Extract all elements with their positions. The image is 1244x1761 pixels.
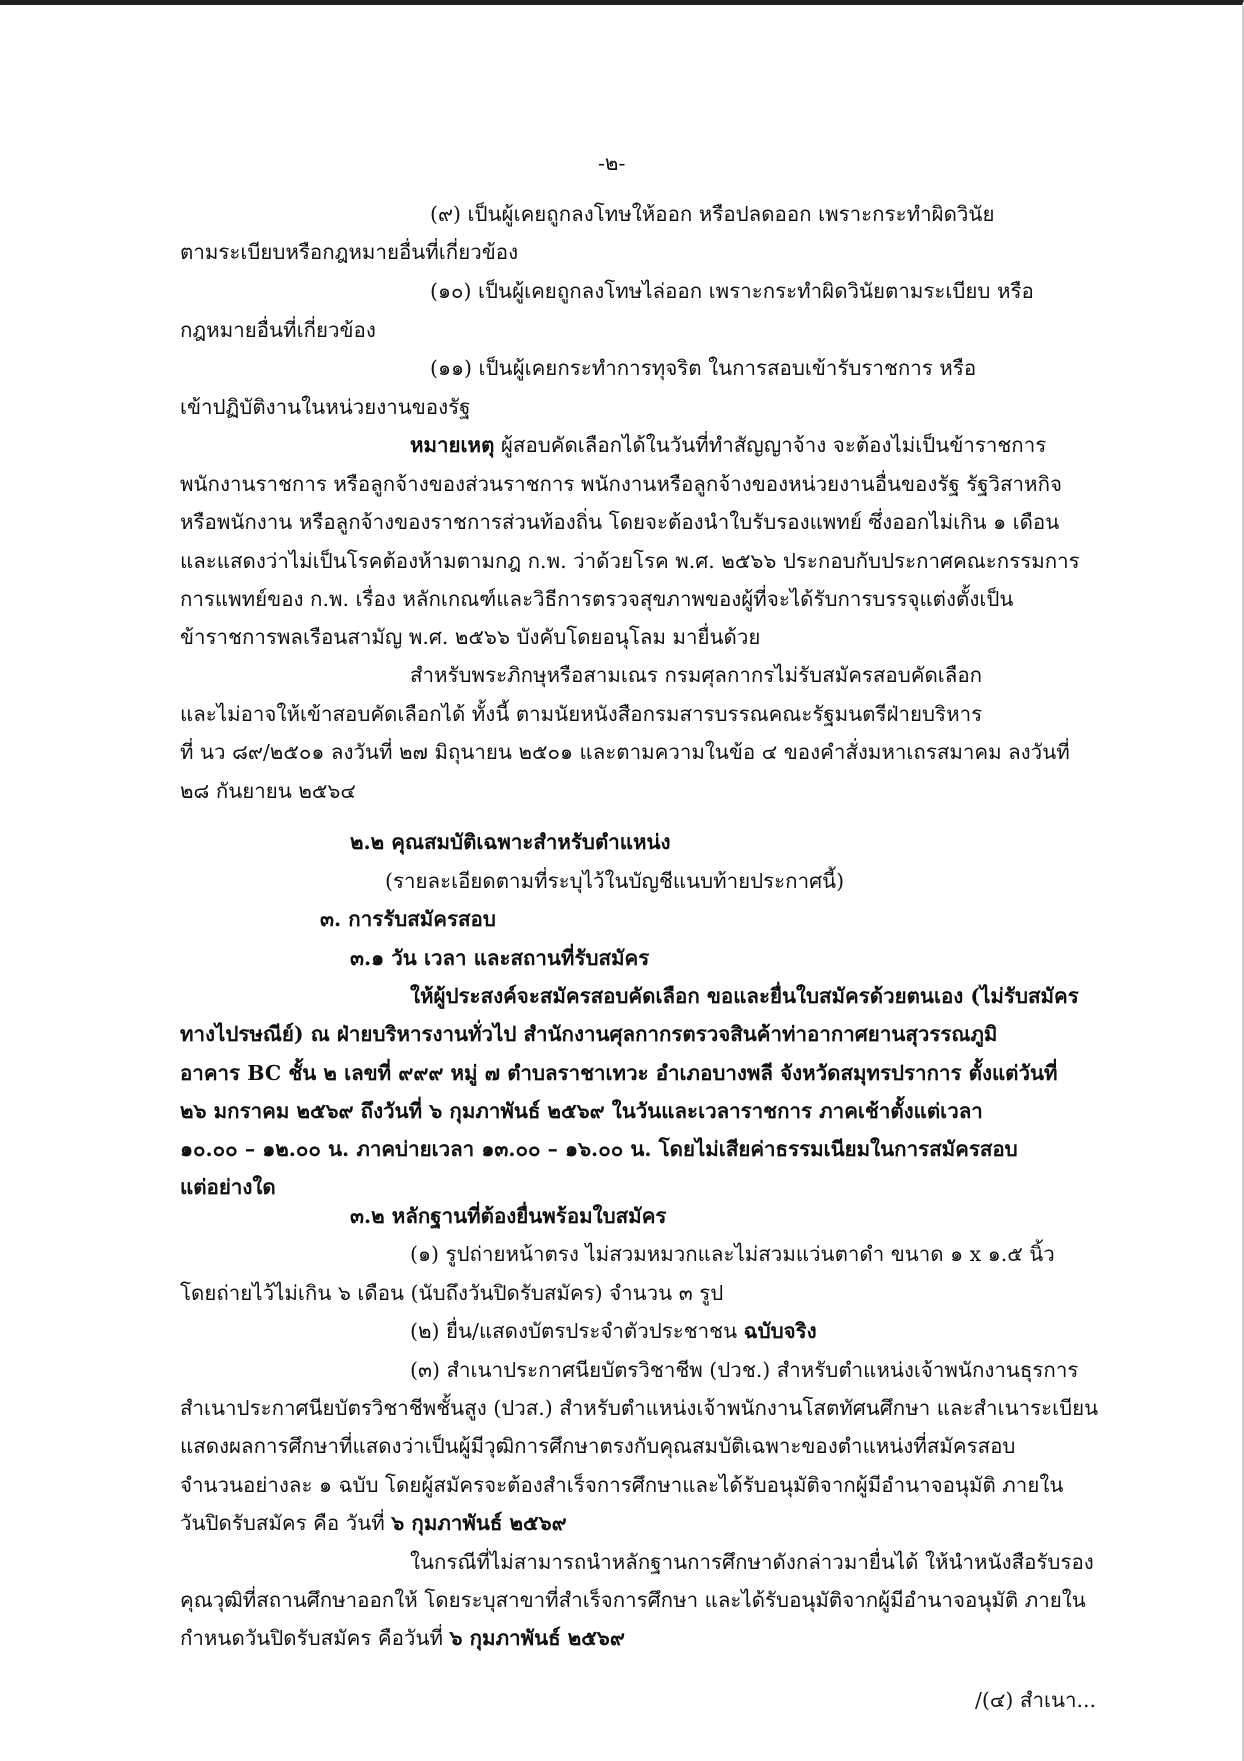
text-line: (๑) รูปถ่ายหน้าตรง ไม่สวมหมวกและไม่สวมแว่นตาดำ ขนาด ๑ x ๑.๕ นิ้ว	[410, 1242, 1055, 1266]
text-line: พนักงานราชการ หรือลูกจ้างของส่วนราชการ พนักงานหรือลูกจ้างของหน่วยงานอื่นของรัฐ รัฐวิสาหกิจ	[180, 472, 1062, 496]
section-heading-3: ๓. การรับสมัครสอบ	[320, 907, 496, 931]
text-line: การแพทย์ของ ก.พ. เรื่อง หลักเกณฑ์และวิธีการตรวจสุขภาพของผู้ที่จะได้รับการบรรจุแต่งตั้งเป็น	[180, 587, 1014, 611]
deadline-line-2	[180, 1628, 625, 1649]
deadline-date-2: ๖ กุมภาพันธ์ ๒๕๖๙	[449, 1626, 625, 1650]
text-line: (รายละเอียดตามที่ระบุไว้ในบัญชีแนบท้ายประกาศนี้)	[385, 869, 845, 893]
text-line: ๒๘ กันยายน ๒๕๖๔	[180, 779, 356, 803]
text-line: แต่อย่างใด	[180, 1175, 276, 1199]
id-card-text: (๒) ยื่น/แสดงบัตรประจำตัวประชาชน	[410, 1319, 738, 1343]
text-line: (๑๐) เป็นผู้เคยถูกลงโทษไล่ออก เพราะกระทำผิดวินัยตามระเบียบ หรือ	[430, 279, 1034, 303]
note-line	[410, 435, 1046, 456]
original-copy-label: ฉบับจริง	[743, 1319, 817, 1343]
text-line: ที่ นว ๘๙/๒๕๐๑ ลงวันที่ ๒๗ มิถุนายน ๒๕๐๑ และตามความในข้อ ๔ ของคำสั่งมหาเถรสมาคม ลงวันที่	[180, 740, 1070, 764]
text-line: ให้ผู้ประสงค์จะสมัครสอบคัดเลือก ขอและยื่นใบสมัครด้วยตนเอง (ไม่รับสมัคร	[410, 984, 1079, 1008]
deadline-date: ๖ กุมภาพันธ์ ๒๕๖๙	[391, 1511, 567, 1535]
text-line: ๑๐.๐๐ – ๑๒.๐๐ น. ภาคบ่ายเวลา ๑๓.๐๐ – ๑๖.๐๐ น. โดยไม่เสียค่าธรรมเนียมในการสมัครสอบ	[180, 1137, 1018, 1161]
deadline-line	[180, 1513, 567, 1534]
text-line: คุณวุฒิที่สถานศึกษาออกให้ โดยระบุสาขาที่สำเร็จการศึกษา และได้รับอนุมัติจากผู้มีอำนาจอนุมัติ ภายใน	[180, 1588, 1086, 1612]
text-line: (๙) เป็นผู้เคยถูกลงโทษให้ออก หรือปลดออก เพราะกระทำผิดวินัย	[430, 202, 995, 226]
section-heading-2-2: ๒.๒ คุณสมบัติเฉพาะสำหรับตำแหน่ง	[350, 830, 671, 854]
continuation-marker: /(๔) สำเนา...	[975, 1688, 1097, 1712]
text-line: กฎหมายอื่นที่เกี่ยวข้อง	[180, 318, 376, 342]
text-line: จำนวนอย่างละ ๑ ฉบับ โดยผู้สมัครจะต้องสำเร็จการศึกษาและได้รับอนุมัติจากผู้มีอำนาจอนุมัติ ภายใน	[180, 1473, 1064, 1497]
text-line: และแสดงว่าไม่เป็นโรคต้องห้ามตามกฎ ก.พ. ว่าด้วยโรค พ.ศ. ๒๕๖๖ ประกอบกับประกาศคณะกรรมการ	[180, 549, 1080, 573]
text-line: ทางไปรษณีย์) ณ ฝ่ายบริหารงานทั่วไป สำนักงานศุลกากรตรวจสินค้าท่าอากาศยานสุวรรณภูมิ	[180, 1022, 998, 1046]
deadline-text-2: กำหนดวันปิดรับสมัคร คือวันที่	[180, 1626, 443, 1650]
page-number: -๒-	[598, 151, 626, 175]
text-line: (๑๑) เป็นผู้เคยกระทำการทุจริต ในการสอบเข้ารับราชการ หรือ	[430, 356, 977, 380]
id-card-line	[410, 1321, 817, 1342]
text-line: ๒๖ มกราคม ๒๕๖๙ ถึงวันที่ ๖ กุมภาพันธ์ ๒๕๖๙ ในวันและเวลาราชการ ภาคเช้าตั้งแต่เวลา	[180, 1099, 983, 1123]
text-line: แสดงผลการศึกษาที่แสดงว่าเป็นผู้มีวุฒิการศึกษาตรงกับคุณสมบัติเฉพาะของตำแหน่งที่สมัครสอบ	[180, 1434, 1016, 1458]
text-line: สำหรับพระภิกษุหรือสามเณร กรมศุลกากรไม่รับสมัครสอบคัดเลือก	[410, 663, 983, 687]
deadline-text: วันปิดรับสมัคร คือ วันที่	[180, 1511, 385, 1535]
text-line: และไม่อาจให้เข้าสอบคัดเลือกได้ ทั้งนี้ ตามนัยหนังสือกรมสารบรรณคณะรัฐมนตรีฝ่ายบริหาร	[180, 702, 983, 726]
note-text: ผู้สอบคัดเลือกได้ในวันที่ทำสัญญาจ้าง จะต้องไม่เป็นข้าราชการ	[500, 433, 1047, 457]
text-line: โดยถ่ายไว้ไม่เกิน ๖ เดือน (นับถึงวันปิดรับสมัคร) จำนวน ๓ รูป	[180, 1281, 724, 1305]
text-line: ข้าราชการพลเรือนสามัญ พ.ศ. ๒๕๖๖ บังคับโดยอนุโลม มายื่นด้วย	[180, 625, 761, 649]
note-label: หมายเหตุ	[410, 433, 495, 457]
text-line: หรือพนักงาน หรือลูกจ้างของราชการส่วนท้องถิ่น โดยจะต้องนำใบรับรองแพทย์ ซึ่งออกไม่เกิน ๑ เดือน	[180, 510, 1060, 534]
text-line: สำเนาประกาศนียบัตรวิชาชีพชั้นสูง (ปวส.) สำหรับตำแหน่งเจ้าพนักงานโสตทัศนศึกษา และสำเนาระเบียน	[180, 1396, 1099, 1420]
text-line: ตามระเบียบหรือกฎหมายอื่นที่เกี่ยวข้อง	[180, 240, 519, 264]
text-line: เข้าปฏิบัติงานในหน่วยงานของรัฐ	[180, 395, 471, 419]
text-line: ในกรณีที่ไม่สามารถนำหลักฐานการศึกษาดังกล่าวมายื่นได้ ให้นำหนังสือรับรอง	[410, 1550, 1094, 1574]
section-heading-3-2: ๓.๒ หลักฐานที่ต้องยื่นพร้อมใบสมัคร	[350, 1204, 667, 1228]
section-heading-3-1: ๓.๑ วัน เวลา และสถานที่รับสมัคร	[350, 946, 650, 970]
text-line: อาคาร BC ชั้น ๒ เลขที่ ๙๙๙ หมู่ ๗ ตำบลราชาเทวะ อำเภอบางพลี จังหวัดสมุทรปราการ ตั้งแต่วันที่	[180, 1061, 1058, 1085]
text-line: (๓) สำเนาประกาศนียบัตรวิชาชีพ (ปวช.) สำหรับตำแหน่งเจ้าพนักงานธุรการ	[410, 1358, 1079, 1382]
